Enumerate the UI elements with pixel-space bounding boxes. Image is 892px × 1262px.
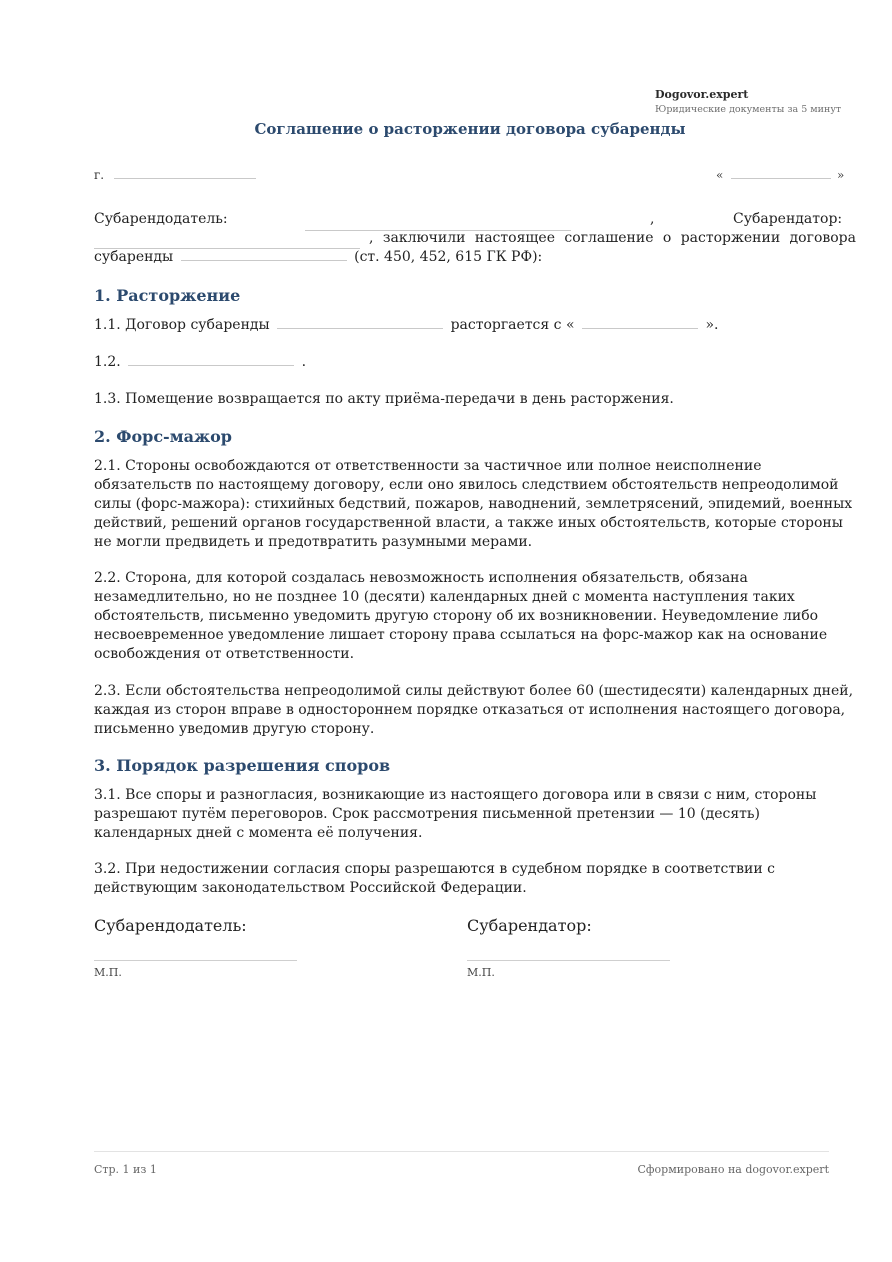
clause-3-2: 3.2. При недостижении согласия споры разрешаются в судебном порядке в соответствии с действующим законодательством Российской Федерации. [94, 861, 775, 896]
city-line [94, 168, 256, 182]
preamble-last-line [94, 249, 542, 265]
preamble-contract-word: субаренды [94, 249, 174, 265]
clause-3-1: 3.1. Все споры и разногласия, возникающие из настоящего договора или в связи с ним, стороны разрешают путём переговоров. Срок рассмотрения письменной претензии — 10 (десять) календарных дней с момента её получения. [94, 787, 817, 841]
stamp-right: М.П. [467, 966, 495, 979]
clause-1-1-middle: расторгается с « [450, 317, 575, 333]
clause-2-2: 2.2. Сторона, для которой создалась невозможность исполнения обязательств, обязана незамедлительно, но не позднее 10 (десяти) календарных дней с момента наступления таких обстоятельств, письменно уведомить другую сторону об их возникновении. Неуведомление либо несвоевременное уведомление лишает сторону права ссылаться на форс-мажор как на основание освобождения от ответственности. [94, 570, 828, 662]
section-3-heading: 3. Порядок разрешения споров [94, 756, 391, 775]
clause-1-1-suffix: ». [705, 317, 719, 333]
preamble-subtenant-label: Субарендатор: [733, 211, 843, 227]
preamble-law-ref: (ст. 450, 452, 615 ГК РФ): [354, 249, 543, 265]
signature-right-line [467, 960, 670, 961]
clause-1-2 [94, 353, 856, 372]
date-line [716, 168, 844, 182]
clause-1-2-suffix: . [301, 354, 307, 370]
clause-2-3: 2.3. Если обстоятельства непреодолимой силы действуют более 60 (шестидесяти) календарных дней, каждая из сторон вправе в одностороннем порядке отказаться от исполнения настоящего договора, письменно уведомив другую сторону. [94, 683, 854, 737]
preamble-concluded-text: , заключили настоящее соглашение о расторжении договора [369, 230, 856, 246]
city-prefix: г. [94, 168, 105, 182]
clause-1-1 [94, 316, 856, 335]
clause-1-2-prefix: 1.2. [94, 354, 121, 370]
preamble-contract-blank [181, 250, 347, 261]
date-blank [731, 168, 831, 179]
brand-name: Dogovor.expert [655, 88, 749, 101]
preamble-comma: , [650, 211, 655, 227]
preamble-subleaser-label: Субарендодатель: [94, 211, 228, 227]
footer-page-number: Стр. 1 из 1 [94, 1163, 157, 1176]
clause-1-1-date-blank [582, 318, 698, 329]
city-blank [114, 168, 256, 179]
clause-1-1-prefix: 1.1. Договор субаренды [94, 317, 270, 333]
brand-tagline: Юридические документы за 5 минут [655, 104, 842, 115]
section-1-heading: 1. Расторжение [94, 286, 241, 305]
signature-right-label: Субарендатор: [467, 916, 592, 935]
signature-left-label: Субарендодатель: [94, 916, 247, 935]
footer-generated: Сформировано на dogovor.expert [637, 1163, 829, 1176]
signature-left-line [94, 960, 297, 961]
section-2-heading: 2. Форс-мажор [94, 427, 232, 446]
document-title: Соглашение о расторжении договора субаренды [254, 120, 686, 138]
date-open-quote: « [716, 168, 724, 182]
footer-divider [94, 1151, 829, 1152]
preamble-subtenant-blank [94, 238, 360, 249]
date-close-quote: » [837, 168, 845, 182]
clause-2-1: 2.1. Стороны освобождаются от ответственности за частичное или полное неисполнение обязательств по настоящему договору, если оно явилось следствием обстоятельств непреодолимой силы (форс-мажора): стихийных бедствий, пожаров, наводнений, землетрясений, эпидемий, военных действий, решений органов государственной власти, а также иных обстоятельств, которые стороны не могли предвидеть и предотвратить разумными мерами. [94, 458, 853, 550]
clause-1-2-blank [128, 355, 294, 366]
clause-1-3: 1.3. Помещение возвращается по акту приёма-передачи в день расторжения. [94, 391, 674, 407]
stamp-left: М.П. [94, 966, 122, 979]
clause-1-1-contract-blank [277, 318, 443, 329]
